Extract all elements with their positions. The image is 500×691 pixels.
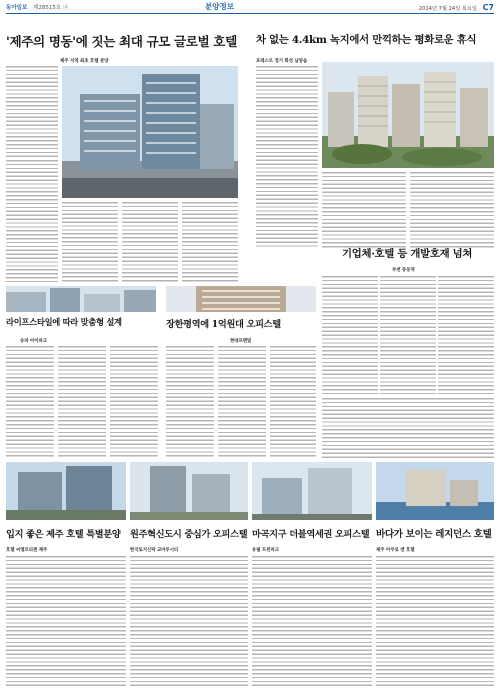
- article-1-text-col-3: [62, 202, 118, 282]
- header-right: [419, 3, 494, 12]
- article-9-text: [376, 556, 494, 686]
- paper-name: 동아일보: [6, 5, 28, 11]
- article-4-text-col-1: [6, 346, 54, 458]
- article-3-subhead: 부천 중동역: [392, 268, 415, 273]
- issue-number: 제28515호 ⓐ: [33, 5, 69, 11]
- article-6-subhead: 호텔 씨엘르리젠 제주: [6, 548, 48, 553]
- section-title: 분양정보: [205, 2, 234, 11]
- article-5-building-photo: [166, 286, 316, 312]
- article-2-headline: 차 없는 4.4km 녹지에서 만끽하는 평화로운 휴식: [256, 34, 477, 46]
- article-1-subhead: 제주 지역 최초 호텔 분양: [60, 59, 109, 64]
- article-4-text-col-3: [110, 346, 158, 458]
- article-7-officetel-photo: [130, 462, 248, 520]
- article-7-subhead: 한국토지신탁 교마루시티: [130, 548, 179, 553]
- article-8-text: [252, 556, 372, 686]
- article-5-text-col-3: [270, 346, 316, 458]
- article-5-subhead: 현대프렌빌: [230, 339, 252, 344]
- article-3-text-col-3: [438, 276, 494, 394]
- article-6-hotel-photo: [6, 462, 126, 520]
- issue-date: 2014년 7월 24일 목요일: [418, 6, 477, 12]
- article-1-text-col-4: [122, 202, 178, 282]
- header-rule: [6, 13, 494, 14]
- article-2-apartment-photo: [322, 62, 494, 168]
- article-2-subhead: 포레스트 경기 화성 남양읍: [256, 59, 308, 64]
- article-5-text-col-1: [166, 346, 214, 458]
- article-9-subhead: 제주 아쿠로 앤 호텔: [376, 548, 415, 553]
- page-number: C7: [482, 3, 494, 12]
- article-1-text-col-5: [182, 202, 238, 282]
- article-4-rendering-photo: [6, 286, 156, 312]
- masthead: [6, 3, 68, 11]
- article-5-text-col-2: [218, 346, 266, 458]
- article-8-subhead: 유림 트윈파크: [252, 548, 279, 553]
- article-7-headline: 원주혁신도시 중심가 오피스텔: [130, 529, 248, 540]
- article-4-text-col-2: [58, 346, 106, 458]
- article-8-officetel-photo: [252, 462, 372, 520]
- article-2-text-col-2: [322, 172, 406, 248]
- article-3-text-col-2: [380, 276, 436, 394]
- article-4-subhead: 송파 아이파크: [20, 339, 47, 344]
- article-9-headline: 바다가 보이는 레지던스 호텔: [376, 529, 492, 540]
- article-3-headline: 기업체·호텔 등 개발호재 넘쳐: [342, 248, 473, 260]
- article-1-text-col-1: [6, 66, 58, 158]
- article-3-text-col-1: [322, 276, 378, 394]
- article-9-residence-photo: [376, 462, 494, 520]
- article-7-text: [130, 556, 248, 686]
- article-1-hotel-photo: [62, 66, 238, 198]
- article-6-headline: 입지 좋은 제주 호텔 특별분양: [6, 529, 121, 540]
- article-1-headline: '제주의 명동'에 짓는 최대 규모 글로벌 호텔: [6, 34, 237, 49]
- article-8-headline: 마곡지구 더블역세권 오피스텔: [252, 529, 370, 540]
- article-1-text-col-2: [6, 160, 58, 282]
- article-2-text-col-3: [410, 172, 494, 248]
- article-4-headline: 라이프스타일에 따라 맞춤형 설계: [6, 317, 122, 327]
- article-5-headline: 장한평역에 1억원대 오피스텔: [166, 319, 281, 330]
- article-3-text-col-4: [322, 398, 494, 458]
- article-6-text: [6, 556, 126, 686]
- article-2-text-col-1: [256, 66, 318, 248]
